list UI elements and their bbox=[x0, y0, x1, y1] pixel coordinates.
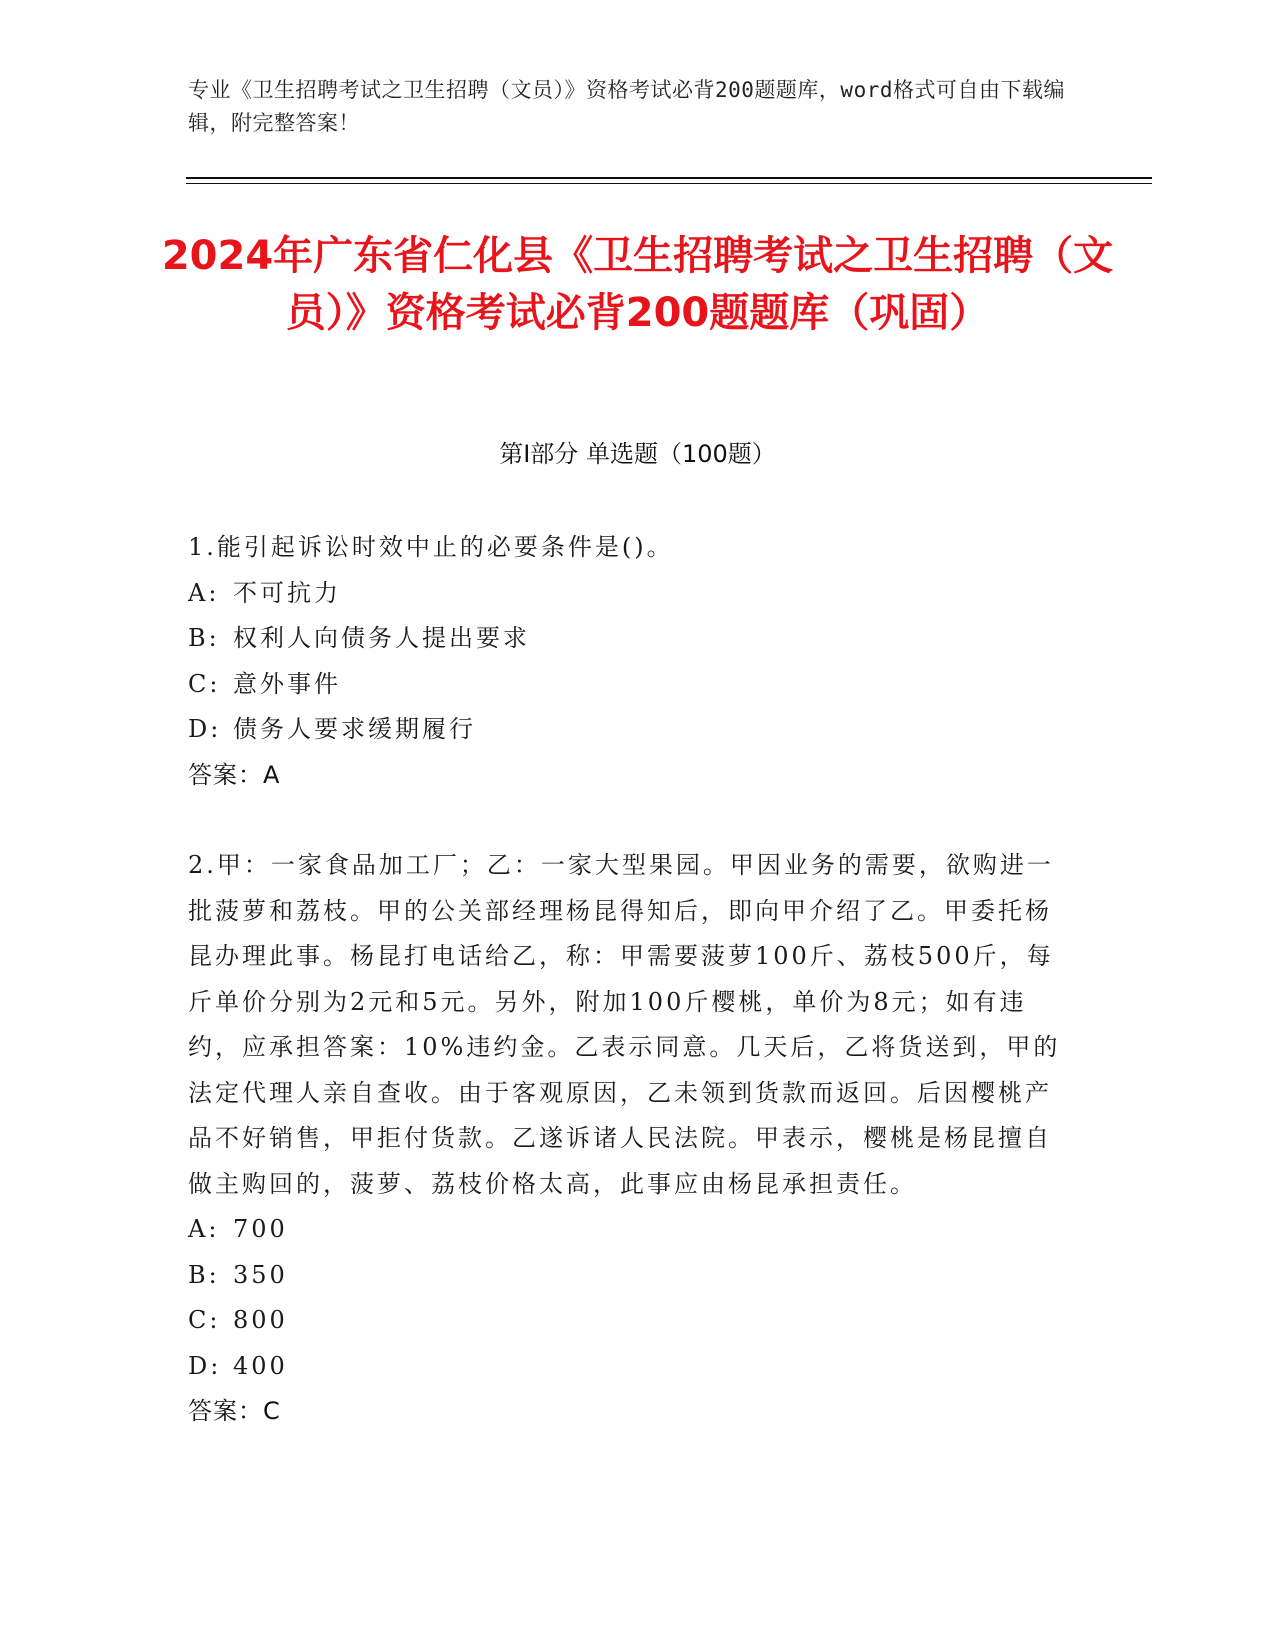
option-item bbox=[188, 1207, 1068, 1253]
option-item bbox=[188, 707, 1068, 753]
option-list bbox=[188, 1207, 1068, 1389]
question-stem: 2.甲：一家食品加工厂；乙：一家大型果园。甲因业务的需要，欲购进一批菠萝和荔枝。甲的公关部经理杨昆得知后，即向甲介绍了乙。甲委托杨昆办理此事。杨昆打电话给乙，称：甲需要菠萝100斤、荔枝500斤，每斤单价分别为2元和5元。另外，附加100斤樱桃，单价为8元；如有违约，应承担答案：10%违约金。乙表示同意。几天后，乙将货送到，甲的法定代理人亲自查收。由于客观原因，乙未领到货款而返回。后因樱桃产品不好销售，甲拒付货款。乙遂诉诸人民法院。甲表示，樱桃是杨昆擅自做主购回的，菠萝、荔枝价格太高，此事应由杨昆承担责任。 bbox=[188, 851, 1061, 1198]
section-title: 第Ⅰ部分 单选题（100题） bbox=[499, 440, 776, 468]
option-text: 400 bbox=[233, 1351, 288, 1380]
answer-line: 答案：A bbox=[188, 760, 281, 789]
option-text: 债务人要求缓期履行 bbox=[233, 715, 476, 743]
option-item bbox=[188, 1253, 1068, 1299]
option-key: C: bbox=[188, 1306, 221, 1334]
option-text: 700 bbox=[233, 1215, 288, 1243]
option-key: C: bbox=[188, 669, 221, 698]
answer-line: 答案：C bbox=[188, 1397, 281, 1425]
document-title: 2024年广东省仁化县《卫生招聘考试之卫生招聘（文员）》资格考试必背200题题库（巩固） bbox=[161, 233, 1114, 336]
header-divider-thin bbox=[186, 183, 1152, 184]
option-text: 800 bbox=[233, 1306, 288, 1334]
option-item bbox=[188, 571, 1068, 617]
option-text: 350 bbox=[233, 1260, 288, 1289]
option-text: 意外事件 bbox=[233, 669, 341, 698]
option-item bbox=[188, 1344, 1068, 1390]
option-key: A: bbox=[188, 1215, 220, 1243]
option-text: 权利人向债务人提出要求 bbox=[233, 624, 530, 652]
option-key: B: bbox=[188, 624, 220, 652]
header-divider-thick bbox=[186, 177, 1152, 179]
option-key: D: bbox=[188, 1351, 222, 1380]
option-list bbox=[188, 571, 1068, 753]
option-item bbox=[188, 662, 1068, 708]
option-item bbox=[188, 1298, 1068, 1344]
option-text: 不可抗力 bbox=[233, 578, 341, 607]
question-block bbox=[188, 843, 1068, 1435]
question-block bbox=[188, 525, 1068, 798]
option-item bbox=[188, 616, 1068, 662]
header-note: 专业《卫生招聘考试之卫生招聘（文员）》资格考试必背200题题库，word格式可自由下载编辑，附完整答案！ bbox=[188, 78, 1065, 135]
option-key: A: bbox=[188, 578, 220, 607]
option-key: B: bbox=[188, 1260, 220, 1289]
option-key: D: bbox=[188, 715, 222, 743]
question-stem: 1.能引起诉讼时效中止的必要条件是()。 bbox=[188, 533, 674, 561]
